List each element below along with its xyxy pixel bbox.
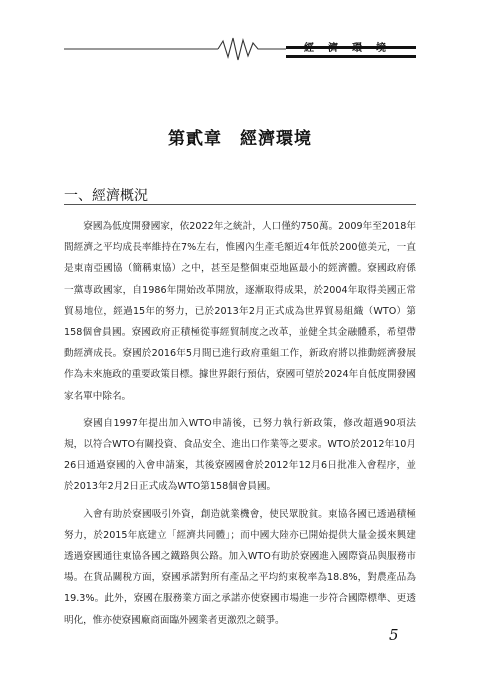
body-text (64, 216, 416, 637)
section-heading: 一、經濟概況 (64, 188, 148, 204)
header-label: 經濟環境 (304, 43, 400, 54)
heartbeat-line-icon (0, 0, 480, 70)
paragraph: 入會有助於寮國吸引外資，創造就業機會，使民眾脫貧。東協各國已透過積極努力，於2015年底建立「經濟共同體」；而中國大陸亦已開始提供大量金援來興建透過寮國通往東協各國之鐵路與公路。加入WTO有助於寮國進入國際資品與服務市場。在貨品關稅方面，寮國承諾對所有產品之平均約束稅率為18.8%，對農產品為19.3%。此外，寮國在服務業方面之承諾亦使寮國市場進一步符合國際標準、更透明化，惟亦使寮國廠商面臨外國業者更激烈之競爭。 (64, 508, 416, 626)
page-number: 5 (389, 626, 399, 644)
running-header (0, 0, 480, 70)
paragraph: 寮國為低度開發國家，依2022年之統計，人口僅約750萬。2009年至2018年間經濟之平均成長率維持在7%左右，惟國內生產毛額近4年低於200億美元，一直是東南亞國協（簡稱東協）之中，甚至是整個東亞地區最小的經濟體。寮國政府係一黨專政國家，自1986年開始改革開放，逐漸取得成果，於2004年取得美國正常貿易地位，經過15年的努力，已於2013年2月正式成為世界貿易組織（WTO）第158個會員國。寮國政府正積極從事經貿制度之改革，並健全其金融體系，希望帶動經濟成長。寮國於2016年5月間已進行政府重組工作，新政府將以推動經濟發展作為未來施政的重要政策目標。據世界銀行預估，寮國可望於2024年自低度開發國家名單中除名。 (64, 221, 416, 402)
chapter-title: 第貳章 經濟環境 (168, 129, 312, 149)
paragraph: 寮國自1997年提出加入WTO申請後，已努力執行新政策，修改超過90項法規，以符合WTO有關投資、食品安全、進出口作業等之要求。WTO於2012年10月26日通過寮國的入會申請案，其後寮國國會於2012年12月6日批准入會程序，並於2013年2月2日正式成為WTO第158個會員國。 (64, 417, 416, 493)
section-divider (64, 204, 416, 205)
